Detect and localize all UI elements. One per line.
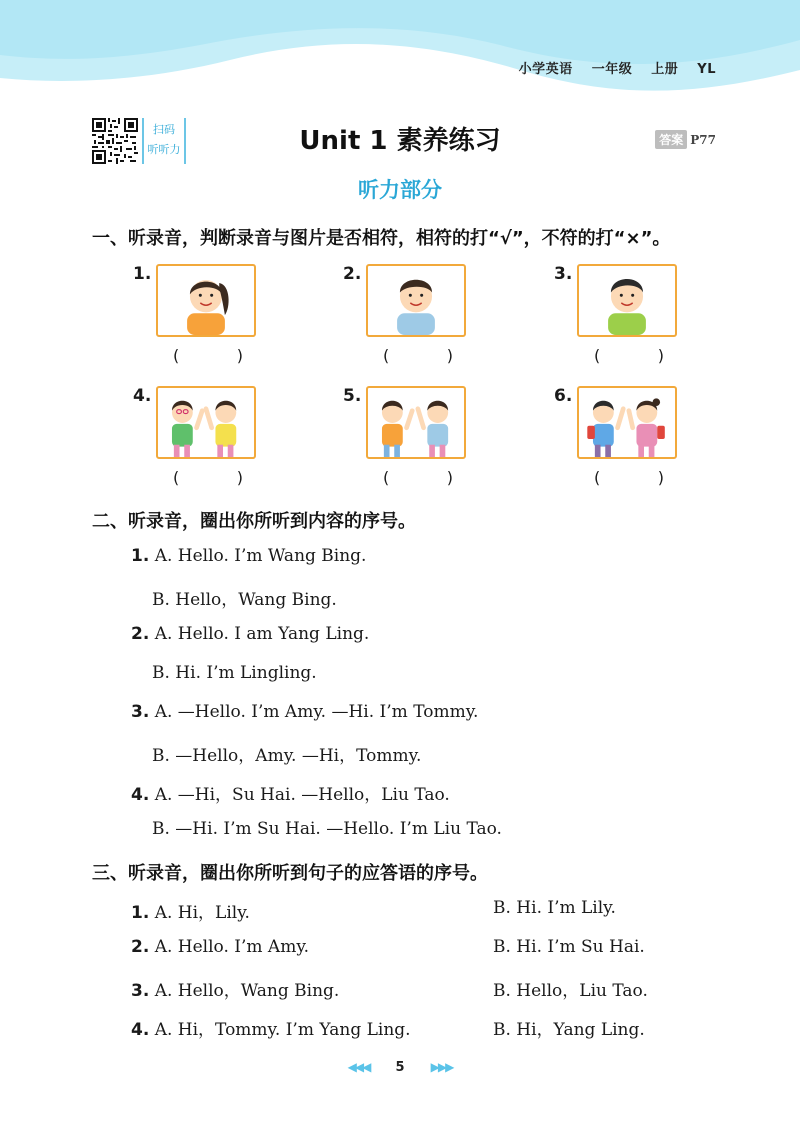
question-number: 3. [131, 981, 150, 1001]
question-number: 1. [131, 903, 150, 923]
page-number: 5 [395, 1060, 405, 1075]
paren-open: ( [173, 346, 180, 365]
question-option[interactable] [131, 898, 250, 923]
question-option[interactable] [131, 546, 366, 566]
question-number: 2. [131, 624, 150, 644]
item-number: 6. [554, 386, 573, 406]
section-subtitle: 听力部分 [358, 178, 442, 202]
section3-heading: 三、听录音，圈出你所听到句子的应答语的序号。 [92, 863, 488, 884]
paren-close: ) [657, 468, 664, 487]
question-option[interactable] [493, 1015, 645, 1040]
answer-parentheses[interactable] [173, 468, 243, 487]
question-option[interactable] [493, 898, 616, 918]
paren-open: ( [173, 468, 180, 487]
paren-open: ( [594, 468, 601, 487]
answer-parentheses[interactable] [594, 468, 664, 487]
option-b: B. Hello，Wang Bing. [152, 590, 337, 610]
two-boys-waving-picture [366, 386, 466, 459]
option-a: A. —Hello. I’m Amy. —Hi. I’m Tommy. [154, 702, 479, 722]
two-girls-waving-picture [156, 386, 256, 459]
boy-portrait-blue-picture [366, 264, 466, 337]
question-option[interactable] [493, 976, 648, 1001]
answer-reference [655, 130, 716, 149]
paren-close: ) [236, 346, 243, 365]
option-a: A. Hello，Wang Bing. [154, 981, 340, 1001]
question-number: 4. [131, 785, 150, 805]
paren-open: ( [594, 346, 601, 365]
left-arrows-icon: ◀◀◀ [347, 1060, 370, 1074]
scan-tag-line2: 听听力 [147, 143, 181, 156]
option-b: B. —Hi. I’m Su Hai. —Hello. I’m Liu Tao. [152, 819, 502, 839]
section1-heading: 一、听录音，判断录音与图片是否相符，相符的打“√”，不符的打“×”。 [92, 228, 671, 249]
header-wave-banner [0, 0, 800, 100]
page-title: Unit 1 素养练习 [299, 126, 501, 156]
question-option[interactable] [493, 937, 645, 957]
answer-parentheses[interactable] [173, 346, 243, 365]
option-b: B. Hi，Yang Ling. [493, 1020, 645, 1040]
answer-parentheses[interactable] [594, 346, 664, 365]
book-header-info [505, 58, 716, 77]
question-option[interactable] [131, 937, 309, 957]
question-option[interactable] [131, 780, 450, 805]
option-a: A. Hi，Lily. [154, 903, 250, 923]
header-volume: 上册 [651, 62, 679, 77]
answer-page: P77 [690, 132, 716, 147]
option-b: B. Hi. I’m Lily. [493, 898, 616, 918]
question-option[interactable] [131, 1015, 411, 1040]
option-b: B. Hi. I’m Lingling. [152, 663, 317, 683]
question-number: 1. [131, 546, 150, 566]
paren-open: ( [383, 468, 390, 487]
item-number: 2. [343, 264, 362, 284]
right-arrows-icon: ▶▶▶ [430, 1060, 453, 1074]
question-number: 3. [131, 702, 150, 722]
option-a: A. Hi，Tommy. I’m Yang Ling. [154, 1020, 411, 1040]
item-number: 5. [343, 386, 362, 406]
answer-label: 答案 [655, 130, 687, 149]
option-a: A. Hello. I’m Wang Bing. [154, 546, 367, 566]
scan-tag-line1: 扫码 [153, 123, 175, 136]
paren-close: ) [446, 468, 453, 487]
option-b: B. Hello，Liu Tao. [493, 981, 648, 1001]
answer-parentheses[interactable] [383, 468, 453, 487]
item-number: 3. [554, 264, 573, 284]
question-option[interactable] [152, 819, 502, 839]
option-b: B. Hi. I’m Su Hai. [493, 937, 645, 957]
paren-close: ) [446, 346, 453, 365]
item-number: 4. [133, 386, 152, 406]
section2-heading: 二、听录音，圈出你所听到内容的序号。 [92, 511, 416, 532]
question-number: 2. [131, 937, 150, 957]
question-option[interactable] [131, 702, 478, 722]
boy-and-girl-waving-picture [577, 386, 677, 459]
answer-parentheses[interactable] [383, 346, 453, 365]
option-a: A. —Hi，Su Hai. —Hello，Liu Tao. [154, 785, 450, 805]
page-footer [0, 1060, 800, 1075]
question-option[interactable] [152, 741, 421, 766]
question-option[interactable] [152, 585, 337, 610]
option-b: B. —Hello，Amy. —Hi，Tommy. [152, 746, 422, 766]
girl-portrait-picture [156, 264, 256, 337]
option-a: A. Hello. I am Yang Ling. [154, 624, 370, 644]
item-number: 1. [133, 264, 152, 284]
paren-close: ) [236, 468, 243, 487]
question-option[interactable] [131, 624, 369, 644]
question-option[interactable] [152, 663, 317, 683]
question-number: 4. [131, 1020, 150, 1040]
option-a: A. Hello. I’m Amy. [154, 937, 310, 957]
header-edition: YL [697, 62, 716, 77]
paren-close: ) [657, 346, 664, 365]
question-option[interactable] [131, 976, 339, 1001]
header-grade: 一年级 [591, 62, 633, 77]
paren-open: ( [383, 346, 390, 365]
header-subject: 小学英语 [518, 62, 573, 77]
boy-portrait-green-picture [577, 264, 677, 337]
